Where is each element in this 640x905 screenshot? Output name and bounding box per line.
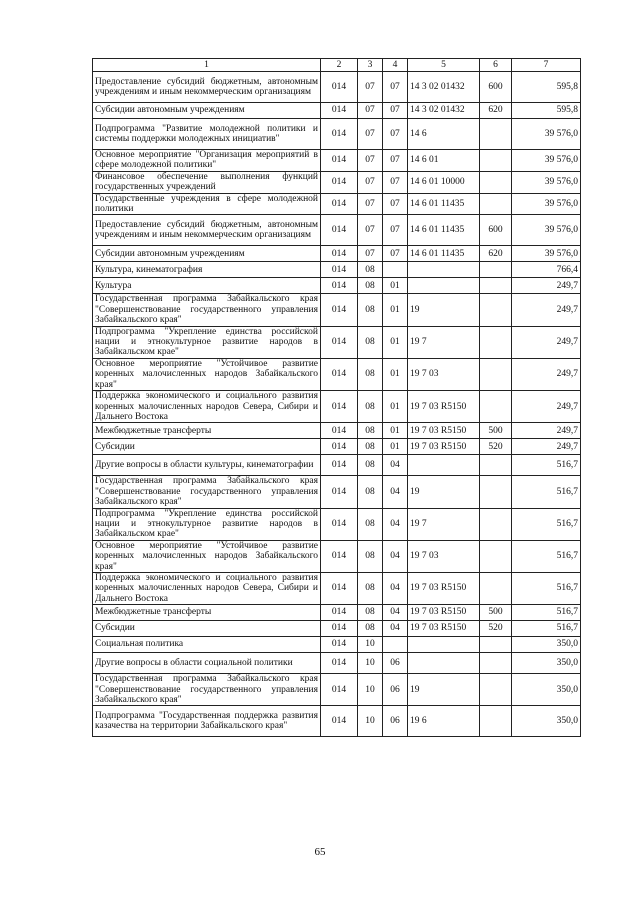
table-row bbox=[93, 150, 581, 172]
section-code: 08 bbox=[358, 294, 383, 326]
ministry-code: 014 bbox=[321, 455, 358, 476]
section-code: 08 bbox=[358, 455, 383, 476]
ministry-code: 014 bbox=[321, 391, 358, 423]
table-row bbox=[93, 508, 581, 540]
target-code bbox=[408, 653, 480, 674]
header-col-4: 4 bbox=[383, 59, 408, 72]
subsection-code: 04 bbox=[383, 540, 408, 572]
target-code: 14 3 02 01432 bbox=[408, 103, 480, 119]
section-code: 08 bbox=[358, 278, 383, 294]
amount: 516,7 bbox=[512, 572, 581, 604]
ministry-code: 014 bbox=[321, 423, 358, 439]
row-name: Субсидии bbox=[93, 621, 321, 637]
table-row bbox=[93, 653, 581, 674]
table-row bbox=[93, 171, 581, 193]
row-name: Основное мероприятие "Организация мероприятий в сфере молодежной политики" bbox=[93, 150, 321, 172]
subsection-code: 07 bbox=[383, 119, 408, 150]
expense-type-code bbox=[480, 508, 512, 540]
section-code: 07 bbox=[358, 246, 383, 262]
subsection-code: 01 bbox=[383, 358, 408, 390]
subsection-code: 07 bbox=[383, 193, 408, 215]
header-col-7: 7 bbox=[512, 59, 581, 72]
table-row bbox=[93, 572, 581, 604]
row-name: Культура bbox=[93, 278, 321, 294]
row-name: Поддержка экономического и социального развития коренных малочисленных народов Севера, Сибири и Дальнего Востока bbox=[93, 391, 321, 423]
expense-type-code: 600 bbox=[480, 215, 512, 246]
amount: 249,7 bbox=[512, 391, 581, 423]
expense-type-code: 620 bbox=[480, 103, 512, 119]
expense-type-code: 500 bbox=[480, 605, 512, 621]
subsection-code: 04 bbox=[383, 508, 408, 540]
header-col-6: 6 bbox=[480, 59, 512, 72]
amount: 249,7 bbox=[512, 358, 581, 390]
table-row bbox=[93, 326, 581, 358]
section-code: 08 bbox=[358, 326, 383, 358]
amount: 516,7 bbox=[512, 605, 581, 621]
table-row bbox=[93, 193, 581, 215]
ministry-code: 014 bbox=[321, 358, 358, 390]
subsection-code: 07 bbox=[383, 72, 408, 103]
ministry-code: 014 bbox=[321, 439, 358, 455]
ministry-code: 014 bbox=[321, 193, 358, 215]
target-code: 19 7 bbox=[408, 508, 480, 540]
table-row bbox=[93, 278, 581, 294]
row-name: Подпрограмма "Государственная поддержка развития казачества на территории Забайкальского края" bbox=[93, 706, 321, 737]
header-col-5: 5 bbox=[408, 59, 480, 72]
expense-type-code bbox=[480, 171, 512, 193]
target-code: 19 7 03 R5150 bbox=[408, 439, 480, 455]
subsection-code: 01 bbox=[383, 391, 408, 423]
section-code: 08 bbox=[358, 358, 383, 390]
target-code: 19 7 03 bbox=[408, 358, 480, 390]
amount: 39 576,0 bbox=[512, 246, 581, 262]
section-code: 10 bbox=[358, 674, 383, 706]
amount: 516,7 bbox=[512, 476, 581, 508]
ministry-code: 014 bbox=[321, 326, 358, 358]
ministry-code: 014 bbox=[321, 572, 358, 604]
ministry-code: 014 bbox=[321, 540, 358, 572]
row-name: Социальная политика bbox=[93, 637, 321, 653]
header-col-3: 3 bbox=[358, 59, 383, 72]
subsection-code bbox=[383, 262, 408, 278]
table-row bbox=[93, 119, 581, 150]
expense-type-code: 520 bbox=[480, 621, 512, 637]
subsection-code: 07 bbox=[383, 171, 408, 193]
amount: 249,7 bbox=[512, 278, 581, 294]
expense-type-code bbox=[480, 455, 512, 476]
amount: 249,7 bbox=[512, 423, 581, 439]
target-code: 19 bbox=[408, 294, 480, 326]
section-code: 08 bbox=[358, 508, 383, 540]
section-code: 07 bbox=[358, 72, 383, 103]
section-code: 08 bbox=[358, 439, 383, 455]
subsection-code: 01 bbox=[383, 326, 408, 358]
ministry-code: 014 bbox=[321, 637, 358, 653]
expense-type-code: 500 bbox=[480, 423, 512, 439]
expense-type-code bbox=[480, 572, 512, 604]
expense-type-code bbox=[480, 706, 512, 737]
amount: 516,7 bbox=[512, 508, 581, 540]
expense-type-code bbox=[480, 193, 512, 215]
expense-type-code bbox=[480, 119, 512, 150]
target-code: 19 7 03 R5150 bbox=[408, 423, 480, 439]
section-code: 10 bbox=[358, 706, 383, 737]
section-code: 07 bbox=[358, 171, 383, 193]
table-row bbox=[93, 391, 581, 423]
table-row bbox=[93, 439, 581, 455]
target-code: 14 6 01 11435 bbox=[408, 246, 480, 262]
target-code: 14 3 02 01432 bbox=[408, 72, 480, 103]
ministry-code: 014 bbox=[321, 262, 358, 278]
table-row bbox=[93, 455, 581, 476]
expense-type-code bbox=[480, 150, 512, 172]
ministry-code: 014 bbox=[321, 621, 358, 637]
amount: 249,7 bbox=[512, 326, 581, 358]
table-row bbox=[93, 540, 581, 572]
table-row bbox=[93, 262, 581, 278]
row-name: Субсидии автономным учреждениям bbox=[93, 246, 321, 262]
amount: 350,0 bbox=[512, 674, 581, 706]
table-row bbox=[93, 215, 581, 246]
subsection-code: 06 bbox=[383, 706, 408, 737]
expense-type-code bbox=[480, 262, 512, 278]
row-name: Подпрограмма "Развитие молодежной политики и системы поддержки молодежных инициатив" bbox=[93, 119, 321, 150]
subsection-code: 07 bbox=[383, 246, 408, 262]
row-name: Культура, кинематография bbox=[93, 262, 321, 278]
amount: 249,7 bbox=[512, 294, 581, 326]
section-code: 08 bbox=[358, 605, 383, 621]
expense-type-code bbox=[480, 391, 512, 423]
ministry-code: 014 bbox=[321, 119, 358, 150]
ministry-code: 014 bbox=[321, 103, 358, 119]
ministry-code: 014 bbox=[321, 508, 358, 540]
section-code: 10 bbox=[358, 653, 383, 674]
target-code: 14 6 01 11435 bbox=[408, 215, 480, 246]
subsection-code: 04 bbox=[383, 621, 408, 637]
amount: 350,0 bbox=[512, 637, 581, 653]
ministry-code: 014 bbox=[321, 215, 358, 246]
row-name: Основное мероприятие "Устойчивое развитие коренных малочисленных народов Забайкальского края" bbox=[93, 358, 321, 390]
header-row bbox=[93, 59, 581, 72]
subsection-code bbox=[383, 637, 408, 653]
ministry-code: 014 bbox=[321, 605, 358, 621]
section-code: 08 bbox=[358, 540, 383, 572]
section-code: 07 bbox=[358, 103, 383, 119]
section-code: 08 bbox=[358, 423, 383, 439]
subsection-code: 04 bbox=[383, 455, 408, 476]
section-code: 07 bbox=[358, 150, 383, 172]
row-name: Межбюджетные трансферты bbox=[93, 423, 321, 439]
amount: 516,7 bbox=[512, 540, 581, 572]
table-row bbox=[93, 621, 581, 637]
target-code: 19 7 03 R5150 bbox=[408, 391, 480, 423]
expense-type-code bbox=[480, 358, 512, 390]
target-code: 19 bbox=[408, 674, 480, 706]
ministry-code: 014 bbox=[321, 150, 358, 172]
target-code: 19 7 03 R5150 bbox=[408, 621, 480, 637]
amount: 595,8 bbox=[512, 103, 581, 119]
amount: 39 576,0 bbox=[512, 150, 581, 172]
expense-type-code bbox=[480, 476, 512, 508]
amount: 516,7 bbox=[512, 621, 581, 637]
amount: 350,0 bbox=[512, 706, 581, 737]
table-row bbox=[93, 246, 581, 262]
row-name: Государственная программа Забайкальского края "Совершенствование государственного управления Забайкальского края" bbox=[93, 674, 321, 706]
row-name: Государственные учреждения в сфере молодежной политики bbox=[93, 193, 321, 215]
expense-type-code bbox=[480, 278, 512, 294]
section-code: 07 bbox=[358, 193, 383, 215]
amount: 350,0 bbox=[512, 653, 581, 674]
expense-type-code bbox=[480, 294, 512, 326]
row-name: Основное мероприятие "Устойчивое развитие коренных малочисленных народов Забайкальского края" bbox=[93, 540, 321, 572]
subsection-code: 01 bbox=[383, 294, 408, 326]
subsection-code: 01 bbox=[383, 278, 408, 294]
table-header bbox=[93, 59, 581, 72]
target-code: 19 bbox=[408, 476, 480, 508]
ministry-code: 014 bbox=[321, 674, 358, 706]
expense-type-code bbox=[480, 326, 512, 358]
table-row bbox=[93, 358, 581, 390]
section-code: 08 bbox=[358, 572, 383, 604]
ministry-code: 014 bbox=[321, 653, 358, 674]
section-code: 08 bbox=[358, 621, 383, 637]
header-col-2: 2 bbox=[321, 59, 358, 72]
budget-table bbox=[92, 58, 581, 737]
table-row bbox=[93, 72, 581, 103]
target-code: 14 6 01 10000 bbox=[408, 171, 480, 193]
section-code: 07 bbox=[358, 215, 383, 246]
expense-type-code bbox=[480, 653, 512, 674]
expense-type-code bbox=[480, 674, 512, 706]
target-code bbox=[408, 637, 480, 653]
amount: 39 576,0 bbox=[512, 171, 581, 193]
row-name: Подпрограмма "Укрепление единства российской нации и этнокультурное развитие народов в Забайкальском крае" bbox=[93, 326, 321, 358]
target-code: 14 6 01 11435 bbox=[408, 193, 480, 215]
subsection-code: 04 bbox=[383, 572, 408, 604]
row-name: Финансовое обеспечение выполнения функций государственных учреждений bbox=[93, 171, 321, 193]
subsection-code: 04 bbox=[383, 605, 408, 621]
row-name: Поддержка экономического и социального развития коренных малочисленных народов Севера, Сибири и Дальнего Востока bbox=[93, 572, 321, 604]
expense-type-code bbox=[480, 637, 512, 653]
subsection-code: 04 bbox=[383, 476, 408, 508]
target-code: 19 7 bbox=[408, 326, 480, 358]
amount: 39 576,0 bbox=[512, 215, 581, 246]
amount: 595,8 bbox=[512, 72, 581, 103]
table-row bbox=[93, 103, 581, 119]
target-code: 19 7 03 bbox=[408, 540, 480, 572]
row-name: Предоставление субсидий бюджетным, автономным учреждениям и иным некоммерческим организациям bbox=[93, 72, 321, 103]
section-code: 07 bbox=[358, 119, 383, 150]
section-code: 08 bbox=[358, 262, 383, 278]
subsection-code: 01 bbox=[383, 423, 408, 439]
subsection-code: 07 bbox=[383, 215, 408, 246]
amount: 516,7 bbox=[512, 455, 581, 476]
expense-type-code bbox=[480, 540, 512, 572]
ministry-code: 014 bbox=[321, 294, 358, 326]
ministry-code: 014 bbox=[321, 706, 358, 737]
page-number: 65 bbox=[314, 846, 326, 858]
row-name: Государственная программа Забайкальского края "Совершенствование государственного управления Забайкальского края" bbox=[93, 476, 321, 508]
amount: 766,4 bbox=[512, 262, 581, 278]
amount: 249,7 bbox=[512, 439, 581, 455]
table-row bbox=[93, 423, 581, 439]
target-code: 19 6 bbox=[408, 706, 480, 737]
subsection-code: 06 bbox=[383, 674, 408, 706]
subsection-code: 01 bbox=[383, 439, 408, 455]
section-code: 10 bbox=[358, 637, 383, 653]
expense-type-code: 520 bbox=[480, 439, 512, 455]
subsection-code: 07 bbox=[383, 150, 408, 172]
target-code: 19 7 03 R5150 bbox=[408, 572, 480, 604]
ministry-code: 014 bbox=[321, 171, 358, 193]
target-code bbox=[408, 455, 480, 476]
row-name: Межбюджетные трансферты bbox=[93, 605, 321, 621]
ministry-code: 014 bbox=[321, 72, 358, 103]
ministry-code: 014 bbox=[321, 278, 358, 294]
table-row bbox=[93, 674, 581, 706]
table-row bbox=[93, 294, 581, 326]
expense-type-code: 600 bbox=[480, 72, 512, 103]
section-code: 08 bbox=[358, 391, 383, 423]
table-row bbox=[93, 476, 581, 508]
target-code: 19 7 03 R5150 bbox=[408, 605, 480, 621]
row-name: Предоставление субсидий бюджетным, автономным учреждениям и иным некоммерческим организациям bbox=[93, 215, 321, 246]
row-name: Субсидии автономным учреждениям bbox=[93, 103, 321, 119]
section-code: 08 bbox=[358, 476, 383, 508]
target-code: 14 6 01 bbox=[408, 150, 480, 172]
table-body bbox=[93, 72, 581, 737]
target-code bbox=[408, 262, 480, 278]
subsection-code: 07 bbox=[383, 103, 408, 119]
table-row bbox=[93, 637, 581, 653]
target-code: 14 6 bbox=[408, 119, 480, 150]
table-row bbox=[93, 706, 581, 737]
row-name: Другие вопросы в области социальной политики bbox=[93, 653, 321, 674]
subsection-code: 06 bbox=[383, 653, 408, 674]
expense-type-code: 620 bbox=[480, 246, 512, 262]
target-code bbox=[408, 278, 480, 294]
row-name: Другие вопросы в области культуры, кинематографии bbox=[93, 455, 321, 476]
row-name: Субсидии bbox=[93, 439, 321, 455]
ministry-code: 014 bbox=[321, 476, 358, 508]
amount: 39 576,0 bbox=[512, 119, 581, 150]
row-name: Государственная программа Забайкальского края "Совершенствование государственного управления Забайкальского края" bbox=[93, 294, 321, 326]
table-row bbox=[93, 605, 581, 621]
ministry-code: 014 bbox=[321, 246, 358, 262]
amount: 39 576,0 bbox=[512, 193, 581, 215]
header-col-1: 1 bbox=[93, 59, 321, 72]
row-name: Подпрограмма "Укрепление единства российской нации и этнокультурное развитие народов в Забайкальском крае" bbox=[93, 508, 321, 540]
